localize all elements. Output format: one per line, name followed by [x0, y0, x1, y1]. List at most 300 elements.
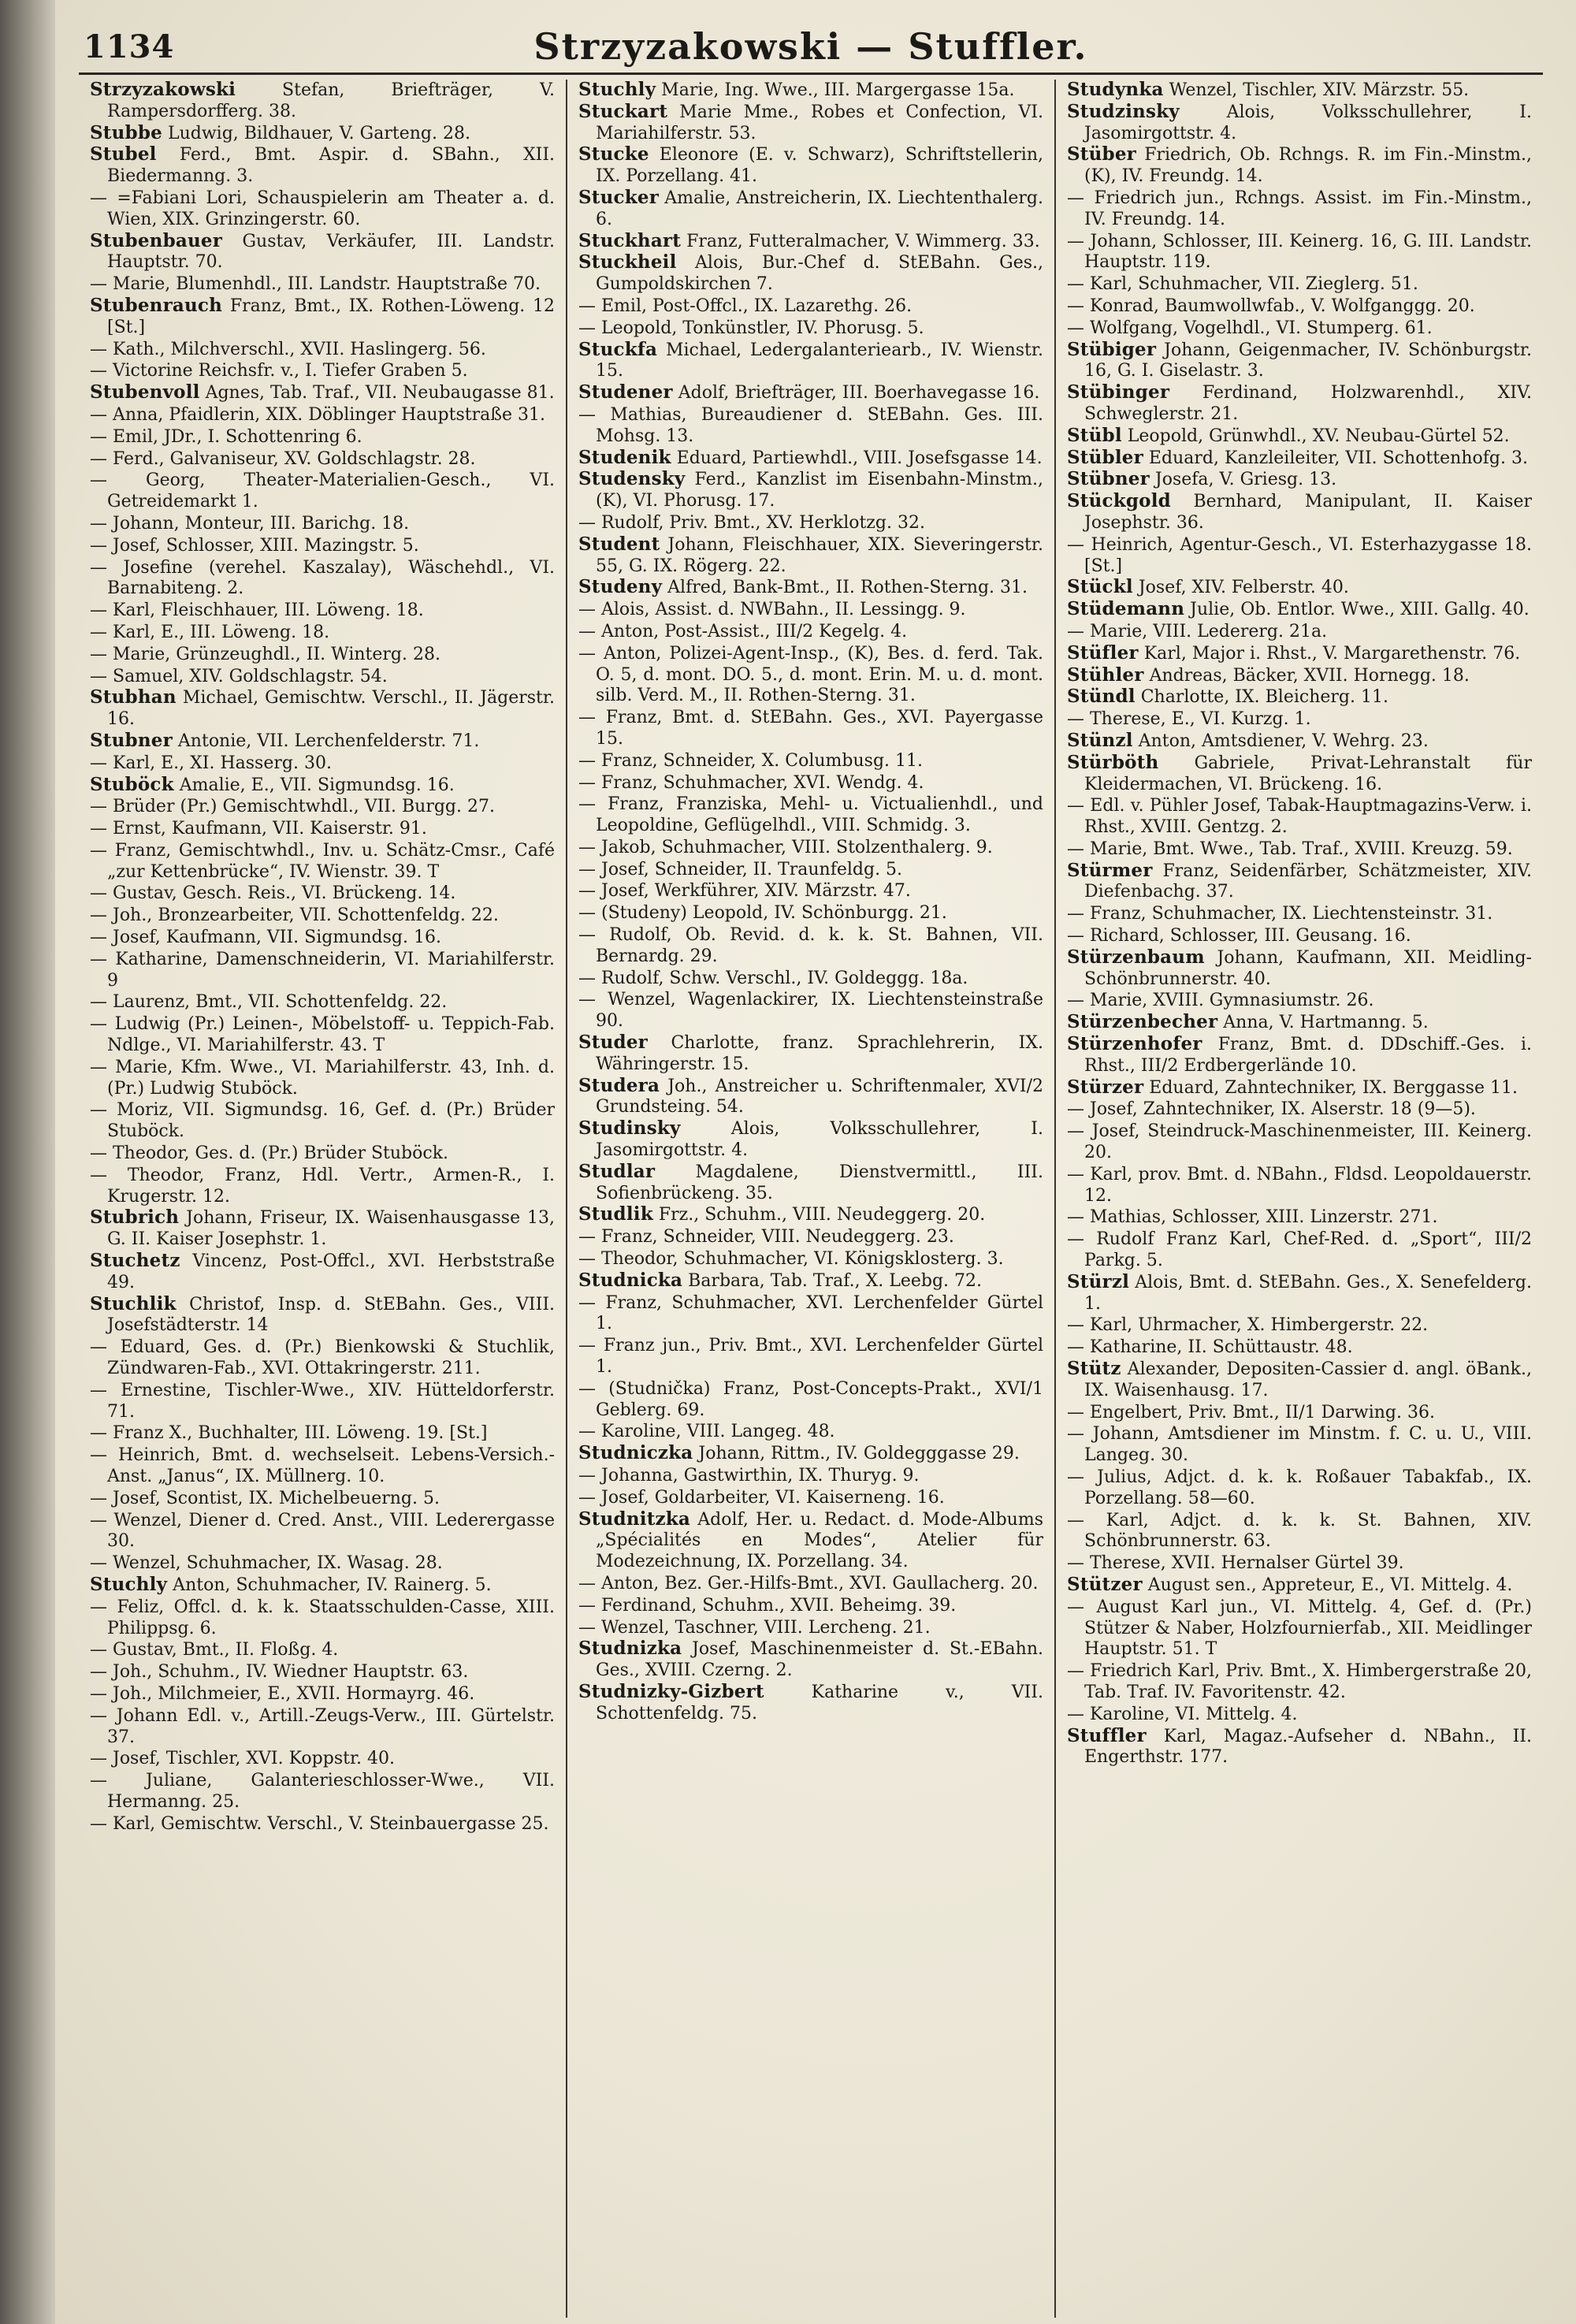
entry-surname: Stübl	[1067, 424, 1122, 446]
entry-details: — (Studeny) Leopold, IV. Schönburgg. 21.	[578, 903, 947, 924]
entry-details: — Heinrich, Agentur-Gesch., VI. Esterhazygasse 18. [St.]	[1067, 534, 1532, 576]
directory-entry	[578, 80, 1043, 102]
directory-entry	[90, 905, 555, 927]
directory-entry	[578, 318, 1043, 340]
directory-entry	[1067, 1229, 1532, 1272]
directory-entry	[90, 557, 555, 601]
directory-entry	[90, 991, 555, 1013]
entry-details: — Josef, Tischler, XVI. Koppstr. 40.	[90, 1749, 396, 1769]
directory-entry	[1067, 534, 1532, 578]
entry-details: Johann, Friseur, IX. Waisenhausgasse 13, G. II. Kaiser Josephstr. 1.	[107, 1208, 555, 1250]
entry-details: Charlotte, IX. Bleicherg. 11.	[1135, 687, 1388, 708]
entry-surname: Stübiger	[1067, 338, 1157, 360]
entry-surname: Stürzenhofer	[1067, 1033, 1202, 1055]
directory-entry	[90, 1013, 555, 1057]
entry-details: — Karl, E., III. Löweng. 18.	[90, 622, 330, 642]
directory-entry	[90, 1575, 555, 1597]
directory-entry	[578, 512, 1043, 534]
directory-entry	[90, 753, 555, 775]
entry-details: — Therese, E., VI. Kurzg. 1.	[1067, 709, 1311, 730]
directory-entry	[578, 1638, 1043, 1682]
directory-entry	[1067, 753, 1532, 796]
entry-surname: Studensky	[578, 468, 686, 490]
directory-entry	[578, 1162, 1043, 1205]
entry-details: Barbara, Tab. Traf., X. Leebg. 72.	[682, 1270, 982, 1291]
directory-entry	[90, 1770, 555, 1813]
entry-details: Wenzel, Tischler, XIV. Märzstr. 55.	[1163, 80, 1470, 100]
entry-details: — Anton, Polizei-Agent-Insp., (K), Bes. d. ferd. Tak. O. 5, d. mont. DO. 5., d. mont. Erin. M. u. d. mont. silb. Verd. M., II. Rothen-Sterng. 31.	[578, 643, 1043, 706]
directory-entry	[578, 1378, 1043, 1422]
entry-surname: Studnizky-Gizbert	[578, 1680, 764, 1702]
entry-details: — Theodor, Franz, Hdl. Vertr., Armen-R., I. Krugerstr. 12.	[90, 1165, 555, 1207]
directory-entry	[1067, 1402, 1532, 1424]
entry-surname: Studlar	[578, 1160, 656, 1182]
entry-details: — Marie, XVIII. Gymnasiumstr. 26.	[1067, 991, 1374, 1011]
entry-details: — Johanna, Gastwirthin, IX. Thuryg. 9.	[578, 1466, 920, 1486]
entry-details: Alois, Bmt. d. StEBahn. Ges., X. Senefelderg. 1.	[1084, 1272, 1532, 1314]
directory-entry	[90, 1510, 555, 1553]
entry-surname: Stuffler	[1067, 1724, 1147, 1746]
entry-details: — Marie, Kfm. Wwe., VI. Mariahilferstr. 43, Inh. d. (Pr.) Ludwig Stuböck.	[90, 1057, 555, 1099]
column-left	[79, 80, 566, 2318]
entry-details: Bernhard, Manipulant, II. Kaiser Josephstr. 36.	[1084, 492, 1532, 533]
entry-surname: Stüfler	[1067, 641, 1139, 664]
entry-details: — Josef, Steindruck-Maschinenmeister, III. Keinerg. 20.	[1067, 1121, 1532, 1163]
entry-details: Michael, Ledergalanteriearb., IV. Wienstr. 15.	[596, 340, 1043, 381]
entry-details: Eduard, Zahntechniker, IX. Berggasse 11.	[1143, 1077, 1518, 1098]
directory-columns	[79, 80, 1543, 2318]
entry-details: Joh., Anstreicher u. Schriftenmaler, XVI/2 Grundsteing. 54.	[596, 1076, 1043, 1117]
directory-entry	[578, 643, 1043, 707]
entry-details: — Rudolf Franz Karl, Chef-Red. d. „Sport“, III/2 Parkg. 5.	[1067, 1229, 1532, 1271]
entry-surname: Stübner	[1067, 468, 1150, 490]
entry-details: — Josef, Zahntechniker, IX. Alserstr. 18 (9—5).	[1067, 1099, 1476, 1120]
entry-details: — Johann Edl. v., Artill.-Zeugs-Verw., III. Gürtelstr. 37.	[90, 1705, 555, 1747]
entry-details: — Karl, Fleischhauer, III. Löweng. 18.	[90, 601, 424, 621]
directory-entry	[578, 880, 1043, 902]
entry-details: Eduard, Kanzleileiter, VII. Schottenhofg. 3.	[1143, 448, 1528, 468]
entry-surname: Stütz	[1067, 1358, 1121, 1380]
directory-entry	[90, 1705, 555, 1749]
directory-entry	[578, 1248, 1043, 1270]
entry-details: — Marie, Grünzeughdl., II. Winterg. 28.	[90, 644, 440, 664]
entry-details: — Victorine Reichsfr. v., I. Tiefer Graben 5.	[90, 361, 468, 381]
directory-entry	[578, 1595, 1043, 1617]
directory-entry	[578, 188, 1043, 231]
directory-entry	[90, 123, 555, 145]
directory-entry	[578, 382, 1043, 404]
directory-entry	[578, 577, 1043, 599]
entry-surname: Stübinger	[1067, 381, 1170, 403]
directory-entry	[1067, 273, 1532, 296]
entry-details: — Wenzel, Taschner, VIII. Lercheng. 21.	[578, 1617, 931, 1638]
entry-details: — Mathias, Schlosser, XIII. Linzerstr. 271.	[1067, 1207, 1438, 1228]
entry-details: — Friedrich jun., Rchngs. Assist. im Fin.-Minstm., IV. Freundg. 14.	[1067, 188, 1532, 229]
directory-entry	[1067, 1704, 1532, 1726]
directory-entry	[90, 426, 555, 448]
entry-details: — Joh., Milchmeier, E., XVII. Hormayrg. 46.	[90, 1683, 475, 1704]
running-head: Strzyzakowski — Stuffler.	[533, 25, 1088, 68]
directory-entry	[1067, 1337, 1532, 1359]
directory-entry	[1067, 643, 1532, 665]
directory-entry	[90, 513, 555, 535]
directory-entry	[90, 731, 555, 753]
directory-entry	[90, 687, 555, 731]
directory-entry	[578, 102, 1043, 145]
entry-details: Amalie, E., VII. Sigmundsg. 16.	[173, 775, 455, 795]
directory-entry	[90, 1813, 555, 1835]
entry-surname: Stürzenbecher	[1067, 1011, 1218, 1033]
directory-entry	[90, 382, 555, 404]
directory-entry	[90, 644, 555, 666]
entry-details: Franz, Futteralmacher, V. Wimmerg. 33.	[681, 231, 1040, 251]
entry-surname: Stuchetz	[90, 1250, 180, 1272]
entry-details: — Wolfgang, Vogelhdl., VI. Stumperg. 61.	[1067, 318, 1433, 338]
directory-entry	[578, 448, 1043, 470]
entry-details: — Edl. v. Pühler Josef, Tabak-Hauptmagazins-Verw. i. Rhst., XVIII. Gentzg. 2.	[1067, 796, 1532, 838]
entry-details: — Brüder (Pr.) Gemischtwhdl., VII. Burgg. 27.	[90, 797, 495, 817]
entry-details: — August Karl jun., VI. Mittelg. 4, Gef. d. (Pr.) Stützer & Naber, Holzfournierfab., XII. Meidlinger Hauptstr. 51. T	[1067, 1597, 1532, 1660]
entry-surname: Studera	[578, 1074, 660, 1096]
entry-details: — Eduard, Ges. d. (Pr.) Bienkowski & Stuchlik, Zündwaren-Fab., XVI. Ottakringerstr. 211.	[90, 1337, 555, 1379]
directory-entry	[90, 144, 555, 188]
entry-details: Ludwig, Bildhauer, V. Garteng. 28.	[162, 123, 470, 143]
page-number: 1134	[84, 28, 175, 65]
entry-details: — Karl, Schuhmacher, VII. Zieglerg. 51.	[1067, 274, 1418, 295]
directory-entry	[1067, 469, 1532, 491]
directory-entry	[90, 818, 555, 840]
directory-entry	[578, 837, 1043, 859]
entry-surname: Stürzl	[1067, 1270, 1130, 1292]
entry-surname: Studlik	[578, 1203, 653, 1225]
directory-entry	[1067, 1726, 1532, 1769]
entry-details: — Kath., Milchverschl., XVII. Haslingerg. 56.	[90, 339, 486, 359]
directory-entry	[90, 1337, 555, 1380]
entry-surname: Studenik	[578, 446, 671, 468]
directory-entry	[90, 1294, 555, 1337]
entry-surname: Stuchly	[90, 1573, 168, 1595]
entry-details: Amalie, Anstreicherin, IX. Liechtenthalerg. 6.	[596, 188, 1043, 229]
directory-entry	[90, 883, 555, 905]
directory-entry	[90, 80, 555, 123]
entry-surname: Stürmer	[1067, 859, 1153, 881]
entry-details: Marie Mme., Robes et Confection, VI. Mariahilferstr. 53.	[596, 102, 1043, 143]
entry-details: — Franz, Gemischtwhdl., Inv. u. Schätz-Cmsr., Café „zur Kettenbrücke“, IV. Wienstr. 39. T	[90, 840, 555, 882]
entry-details: Johann, Fleischhauer, XIX. Sieveringerstr. 55, G. IX. Rögerg. 22.	[596, 534, 1043, 576]
directory-entry	[578, 989, 1043, 1032]
directory-entry	[90, 404, 555, 426]
entry-surname: Studnicka	[578, 1269, 683, 1291]
entry-details: — Franz X., Buchhalter, III. Löweng. 19. [St.]	[90, 1423, 488, 1444]
entry-details: — Franz, Bmt. d. StEBahn. Ges., XVI. Payergasse 15.	[578, 708, 1043, 749]
page-header	[79, 24, 1543, 75]
entry-details: — Franz, Schneider, X. Columbusg. 11.	[578, 750, 924, 771]
entry-surname: Stützer	[1067, 1573, 1143, 1595]
entry-details: — Joh., Schuhm., IV. Wiedner Hauptstr. 63.	[90, 1662, 469, 1683]
directory-entry	[1067, 577, 1532, 599]
entry-surname: Stuckhart	[578, 229, 682, 251]
entry-details: — Josef, Schneider, II. Traunfeldg. 5.	[578, 859, 903, 879]
entry-details: — Karl, Adjct. d. k. k. St. Bahnen, XIV. Schönbrunnerstr. 63.	[1067, 1510, 1532, 1552]
entry-surname: Stubhan	[90, 686, 177, 708]
entry-details: — Theodor, Schuhmacher, VI. Königsklosterg. 3.	[578, 1249, 1004, 1270]
entry-details: Karl, Magaz.-Aufseher d. NBahn., II. Engerthstr. 177.	[1084, 1726, 1532, 1768]
entry-details: — Josef, Goldarbeiter, VI. Kaiserneng. 16.	[578, 1487, 945, 1508]
entry-details: — Franz, Schuhmacher, IX. Liechtensteinstr. 31.	[1067, 904, 1493, 924]
entry-details: — Friedrich Karl, Priv. Bmt., X. Himbergerstraße 20, Tab. Traf. IV. Favoritenstr. 42.	[1067, 1661, 1532, 1702]
directory-entry	[90, 1380, 555, 1423]
entry-details: Johann, Kaufmann, XII. Meidling-Schönbrunnerstr. 40.	[1084, 947, 1532, 989]
directory-entry	[90, 1683, 555, 1705]
entry-details: — Julius, Adjct. d. k. k. Roßauer Tabakfab., IX. Porzellang. 58—60.	[1067, 1467, 1532, 1508]
entry-details: — Gustav, Gesch. Reis., VI. Brückeng. 14.	[90, 883, 456, 904]
entry-details: Frz., Schuhm., VIII. Neudeggerg. 20.	[652, 1205, 986, 1225]
entry-details: — Heinrich, Bmt. d. wechselseit. Lebens-Versich.-Anst. „Janus“, IX. Müllnerg. 10.	[90, 1445, 555, 1486]
directory-entry	[90, 360, 555, 382]
directory-entry	[1067, 491, 1532, 534]
entry-details: Johann, Rittm., IV. Goldegggasse 29.	[693, 1444, 1020, 1464]
directory-entry	[90, 339, 555, 361]
entry-details: — Emil, Post-Offcl., IX. Lazarethg. 26.	[578, 296, 913, 316]
entry-details: — Ferd., Galvaniseur, XV. Goldschlagstr. 28.	[90, 448, 476, 469]
directory-entry	[1067, 861, 1532, 904]
directory-entry	[90, 927, 555, 949]
entry-details: — Gustav, Bmt., II. Floßg. 4.	[90, 1640, 339, 1660]
directory-entry	[578, 794, 1043, 837]
entry-details: — Anton, Post-Assist., III/2 Kegelg. 4.	[578, 621, 908, 641]
entry-details: Adolf, Her. u. Redact. d. Mode-Albums „Spécialités en Modes“, Atelier für Modezeichnung, IX. Porzellang. 34.	[596, 1509, 1043, 1572]
entry-details: — Josef, Kaufmann, VII. Sigmundsg. 16.	[90, 928, 441, 948]
directory-entry	[90, 1422, 555, 1445]
directory-entry	[1067, 903, 1532, 925]
directory-entry	[90, 1552, 555, 1575]
entry-details: Josefa, V. Griesg. 13.	[1149, 470, 1337, 490]
directory-entry	[1067, 947, 1532, 991]
directory-entry	[578, 621, 1043, 643]
entry-details: Andreas, Bäcker, XVII. Hornegg. 18.	[1143, 665, 1470, 686]
entry-details: Antonie, VII. Lerchenfelderstr. 71.	[172, 731, 480, 751]
entry-details: — Joh., Bronzearbeiter, VII. Schottenfeldg. 22.	[90, 905, 499, 926]
entry-details: — Moriz, VII. Sigmundsg. 16, Gef. d. (Pr.) Brüder Stuböck.	[90, 1100, 555, 1142]
directory-entry	[1067, 795, 1532, 838]
directory-entry	[1067, 382, 1532, 426]
entry-details: — Samuel, XIV. Goldschlagstr. 54.	[90, 666, 388, 686]
entry-details: — Richard, Schlosser, III. Geusang. 16.	[1067, 926, 1411, 946]
entry-details: — Wenzel, Diener d. Cred. Anst., VIII. Lederergasse 30.	[90, 1510, 555, 1552]
directory-entry	[578, 1421, 1043, 1443]
entry-surname: Stüber	[1067, 143, 1136, 165]
entry-details: August sen., Appreteur, E., VI. Mittelg. 4.	[1142, 1575, 1513, 1595]
directory-entry	[90, 296, 555, 339]
entry-surname: Stucker	[578, 186, 660, 208]
column-right	[1054, 80, 1543, 2318]
entry-details: — Ludwig (Pr.) Leinen-, Möbelstoff- u. Teppich-Fab. Ndlge., VI. Mariahilferstr. 43. T	[90, 1014, 555, 1056]
directory-entry	[578, 1292, 1043, 1336]
directory-entry	[578, 1335, 1043, 1378]
directory-entry	[90, 1165, 555, 1208]
directory-entry	[578, 1465, 1043, 1487]
directory-entry	[578, 1226, 1043, 1248]
directory-entry	[1067, 296, 1532, 318]
entry-details: Friedrich, Ob. Rchngs. R. im Fin.-Minstm., (K), IV. Freundg. 14.	[1084, 145, 1532, 187]
directory-entry	[578, 1573, 1043, 1595]
directory-entry	[90, 1445, 555, 1488]
entry-details: Adolf, Briefträger, III. Boerhavegasse 16.	[672, 383, 1040, 403]
directory-entry	[90, 1057, 555, 1100]
entry-surname: Studzinsky	[1067, 100, 1180, 122]
directory-entry	[578, 144, 1043, 188]
directory-entry	[1067, 1207, 1532, 1229]
directory-entry	[90, 470, 555, 513]
directory-entry	[1067, 1077, 1532, 1099]
entry-surname: Stuchly	[578, 80, 656, 100]
directory-entry	[1067, 925, 1532, 947]
directory-entry	[90, 775, 555, 797]
entry-surname: Stubel	[90, 143, 157, 165]
entry-surname: Studniczka	[578, 1442, 693, 1464]
entry-surname: Studer	[578, 1032, 648, 1054]
directory-entry	[578, 340, 1043, 383]
entry-details: — Engelbert, Priv. Bmt., II/1 Darwing. 36.	[1067, 1402, 1435, 1422]
directory-entry	[90, 535, 555, 557]
directory-entry	[1067, 1121, 1532, 1164]
entry-details: Ferdinand, Holzwarenhdl., XIV. Schweglerstr. 21.	[1084, 383, 1532, 424]
directory-entry	[1067, 1660, 1532, 1704]
directory-entry	[578, 859, 1043, 881]
directory-entry	[578, 599, 1043, 621]
entry-details: Alexander, Depositen-Cassier d. angl. öBank., IX. Waisenhausg. 17.	[1084, 1359, 1532, 1400]
entry-details: — Franz, Schuhmacher, XVI. Wendg. 4.	[578, 772, 924, 793]
column-middle	[566, 80, 1054, 2318]
entry-details: Anton, Amtsdiener, V. Wehrg. 23.	[1132, 731, 1429, 751]
entry-surname: Studnitzka	[578, 1508, 691, 1530]
entry-details: — Katharine, Damenschneiderin, VI. Mariahilferstr. 9	[90, 949, 555, 991]
directory-entry	[90, 1099, 555, 1143]
directory-entry	[90, 1597, 555, 1640]
entry-surname: Stübler	[1067, 446, 1143, 468]
entry-surname: Student	[578, 533, 660, 555]
directory-entry	[578, 1270, 1043, 1292]
entry-details: — Rudolf, Schw. Verschl., IV. Goldeggg. 18a.	[578, 968, 968, 988]
directory-entry	[90, 1639, 555, 1661]
entry-details: — Wenzel, Wagenlackirer, IX. Liechtensteinstraße 90.	[578, 990, 1043, 1032]
entry-details: — Franz, Schuhmacher, XVI. Lerchenfelder Gürtel 1.	[578, 1292, 1043, 1334]
entry-details: Agnes, Tab. Traf., VII. Neubaugasse 81.	[199, 383, 555, 403]
entry-details: Alois, Volksschullehrer, I. Jasomirgottstr. 4.	[1084, 102, 1532, 143]
directory-entry	[90, 949, 555, 992]
entry-details: — Karl, E., XI. Hasserg. 30.	[90, 753, 332, 773]
directory-entry	[578, 968, 1043, 990]
entry-details: — Ernst, Kaufmann, VII. Kaiserstr. 91.	[90, 819, 427, 839]
entry-details: Magdalene, Dienstvermittl., III. Sofienbrückeng. 35.	[596, 1162, 1043, 1203]
directory-entry	[578, 707, 1043, 750]
directory-entry	[1067, 1272, 1532, 1315]
directory-entry	[578, 534, 1043, 578]
directory-entry	[90, 273, 555, 296]
directory-entry	[90, 600, 555, 622]
directory-entry	[90, 1207, 555, 1251]
entry-details: — Rudolf, Priv. Bmt., XV. Herklotzg. 32.	[578, 512, 925, 533]
entry-details: — Juliane, Galanterieschlosser-Wwe., VII. Hermanng. 25.	[90, 1771, 555, 1812]
entry-surname: Stündl	[1067, 686, 1136, 708]
directory-entry	[578, 252, 1043, 296]
entry-details: — Johann, Monteur, III. Barichg. 18.	[90, 513, 410, 534]
entry-details: Johann, Geigenmacher, IV. Schönburgstr. 16, G. I. Giselastr. 3.	[1084, 340, 1532, 381]
entry-details: — Franz, Franziska, Mehl- u. Victualienhdl., und Leopoldine, Geflügelhdl., VIII. Schmidg. 3.	[578, 794, 1043, 836]
directory-entry	[1067, 1423, 1532, 1467]
directory-entry	[1067, 731, 1532, 753]
entry-details: — Johann, Amtsdiener im Minstm. f. C. u. U., VIII. Langeg. 30.	[1067, 1424, 1532, 1466]
directory-entry	[578, 469, 1043, 512]
entry-details: — Karl, Gemischtw. Verschl., V. Steinbauergasse 25.	[90, 1813, 549, 1834]
directory-entry	[1067, 448, 1532, 470]
directory-entry	[578, 1617, 1043, 1639]
directory-entry	[90, 1143, 555, 1165]
entry-details: Stefan, Briefträger, V. Rampersdorfferg. 38.	[107, 80, 555, 121]
directory-entry	[578, 1118, 1043, 1162]
directory-entry	[90, 1748, 555, 1770]
entry-surname: Stückl	[1067, 576, 1133, 598]
entry-details: — Laurenz, Bmt., VII. Schottenfeldg. 22.	[90, 992, 448, 1013]
entry-details: — Johann, Schlosser, III. Keinerg. 16, G. III. Landstr. Hauptstr. 119.	[1067, 231, 1532, 273]
entry-details: — (Studnička) Franz, Post-Concepts-Prakt., XVI/1 Geblerg. 69.	[578, 1378, 1043, 1420]
directory-entry	[1067, 1314, 1532, 1337]
entry-details: — Konrad, Baumwollwfab., V. Wolfganggg. 20.	[1067, 296, 1475, 316]
entry-details: Alois, Bur.-Chef d. StEBahn. Ges., Gumpoldskirchen 7.	[596, 253, 1043, 295]
entry-details: Franz, Bmt., IX. Rothen-Löweng. 12 [St.]	[107, 296, 555, 337]
directory-entry	[578, 404, 1043, 448]
entry-surname: Stückgold	[1067, 490, 1171, 512]
directory-entry	[1067, 231, 1532, 274]
directory-entry	[90, 1488, 555, 1510]
entry-surname: Stubbe	[90, 121, 162, 143]
entry-details: — Mathias, Bureaudiener d. StEBahn. Ges. III. Mohsg. 13.	[578, 404, 1043, 446]
entry-details: — Franz jun., Priv. Bmt., XVI. Lerchenfelder Gürtel 1.	[578, 1336, 1043, 1378]
entry-details: — Josef, Werkführer, XIV. Märzstr. 47.	[578, 881, 911, 902]
entry-details: — Josefine (verehel. Kaszalay), Wäschehdl., VI. Barnabiteng. 2.	[90, 557, 555, 599]
entry-surname: Stürzer	[1067, 1076, 1144, 1098]
directory-entry	[1067, 102, 1532, 145]
directory-entry	[1067, 1552, 1532, 1575]
entry-details: — Katharine, II. Schüttaustr. 48.	[1067, 1337, 1353, 1358]
entry-details: — Therese, XVII. Hernalser Gürtel 39.	[1067, 1553, 1404, 1574]
directory-entry	[1067, 838, 1532, 861]
entry-details: Marie, Ing. Wwe., III. Margergasse 15a.	[656, 80, 1015, 100]
directory-entry	[1067, 1359, 1532, 1402]
entry-details: — Ernestine, Tischler-Wwe., XIV. Hütteldorferstr. 71.	[90, 1380, 555, 1422]
directory-entry	[578, 1032, 1043, 1076]
entry-surname: Stuckfa	[578, 338, 658, 360]
directory-entry	[578, 924, 1043, 968]
entry-details: — Wenzel, Schuhmacher, IX. Wasag. 28.	[90, 1553, 443, 1574]
directory-entry	[1067, 144, 1532, 188]
directory-entry	[90, 188, 555, 231]
entry-surname: Stubner	[90, 729, 173, 751]
directory-entry	[90, 622, 555, 644]
entry-surname: Stucke	[578, 143, 649, 165]
entry-details: — Karoline, VI. Mittelg. 4.	[1067, 1704, 1298, 1724]
entry-details: Katharine v., VII. Schottenfeldg. 75.	[596, 1682, 1043, 1723]
directory-entry	[1067, 1510, 1532, 1553]
entry-surname: Stürzenbaum	[1067, 946, 1205, 968]
directory-entry	[1067, 1099, 1532, 1121]
entry-surname: Stuckheil	[578, 251, 677, 273]
directory-entry	[578, 1076, 1043, 1119]
entry-surname: Studnizka	[578, 1638, 682, 1660]
directory-entry	[90, 1661, 555, 1683]
entry-details: Michael, Gemischtw. Verschl., II. Jägerstr. 16.	[107, 688, 555, 730]
directory-entry	[578, 1204, 1043, 1226]
